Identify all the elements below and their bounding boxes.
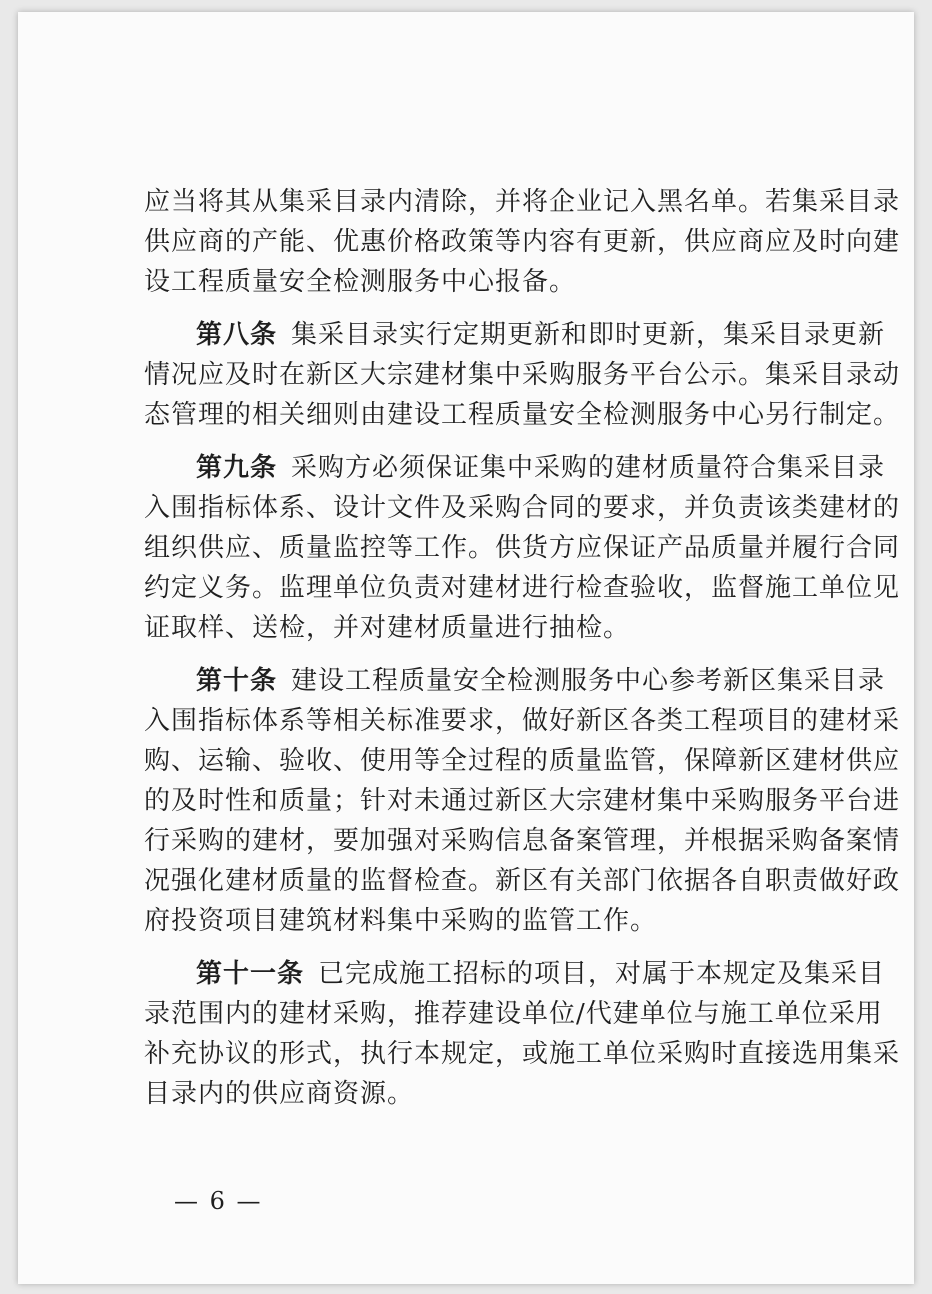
text-line: 入围指标体系、设计文件及采购合同的要求，并负责该类建材的 bbox=[144, 493, 901, 523]
text-line: 供应商的产能、优惠价格政策等内容有更新，供应商应及时向建 bbox=[144, 227, 901, 257]
text-line bbox=[144, 315, 886, 355]
article-9 bbox=[144, 448, 901, 648]
paragraph-continuation bbox=[144, 182, 901, 302]
text-line: 购、运输、验收、使用等全过程的质量监管，保障新区建材供应 bbox=[144, 746, 901, 776]
text-line: 约定义务。监理单位负责对建材进行检查验收，监督施工单位见 bbox=[144, 573, 901, 603]
document-page bbox=[18, 12, 914, 1284]
text-line: 目录内的供应商资源。 bbox=[144, 1079, 415, 1109]
text-line bbox=[144, 661, 886, 701]
article-10 bbox=[144, 661, 901, 941]
text-line bbox=[144, 448, 886, 488]
text-span: 采购方必须保证集中采购的建材质量符合集采目录 bbox=[291, 453, 886, 483]
text-span: 集采目录实行定期更新和即时更新，集采目录更新 bbox=[291, 320, 886, 350]
article-11-heading: 第十一条 bbox=[196, 959, 305, 989]
text-line: 录范围内的建材采购，推荐建设单位/代建单位与施工单位采用 bbox=[144, 999, 883, 1029]
document-body bbox=[144, 182, 901, 1114]
text-line bbox=[144, 954, 886, 994]
text-line: 应当将其从集采目录内清除，并将企业记入黑名单。若集采目录 bbox=[144, 187, 901, 217]
text-span: 建设工程质量安全检测服务中心参考新区集采目录 bbox=[291, 666, 886, 696]
text-line: 态管理的相关细则由建设工程质量安全检测服务中心另行制定。 bbox=[144, 400, 901, 430]
text-line: 设工程质量安全检测服务中心报备。 bbox=[144, 267, 577, 297]
article-10-heading: 第十条 bbox=[196, 666, 278, 696]
text-line: 府投资项目建筑材料集中采购的监管工作。 bbox=[144, 906, 658, 936]
article-8 bbox=[144, 315, 901, 435]
text-line: 证取样、送检，并对建材质量进行抽检。 bbox=[144, 613, 631, 643]
text-span: 已完成施工招标的项目，对属于本规定及集采目 bbox=[318, 959, 886, 989]
text-line: 补充协议的形式，执行本规定，或施工单位采购时直接选用集采 bbox=[144, 1039, 901, 1069]
text-line: 况强化建材质量的监督检查。新区有关部门依据各自职责做好政 bbox=[144, 866, 901, 896]
article-11 bbox=[144, 954, 901, 1114]
text-line: 组织供应、质量监控等工作。供货方应保证产品质量并履行合同 bbox=[144, 533, 901, 563]
text-line: 情况应及时在新区大宗建材集中采购服务平台公示。集采目录动 bbox=[144, 360, 901, 390]
page-number: — 6 — bbox=[174, 1187, 263, 1215]
article-8-heading: 第八条 bbox=[196, 320, 278, 350]
text-line: 入围指标体系等相关标准要求，做好新区各类工程项目的建材采 bbox=[144, 706, 901, 736]
article-9-heading: 第九条 bbox=[196, 453, 278, 483]
text-line: 行采购的建材，要加强对采购信息备案管理，并根据采购备案情 bbox=[144, 826, 901, 856]
text-line: 的及时性和质量；针对未通过新区大宗建材集中采购服务平台进 bbox=[144, 786, 901, 816]
